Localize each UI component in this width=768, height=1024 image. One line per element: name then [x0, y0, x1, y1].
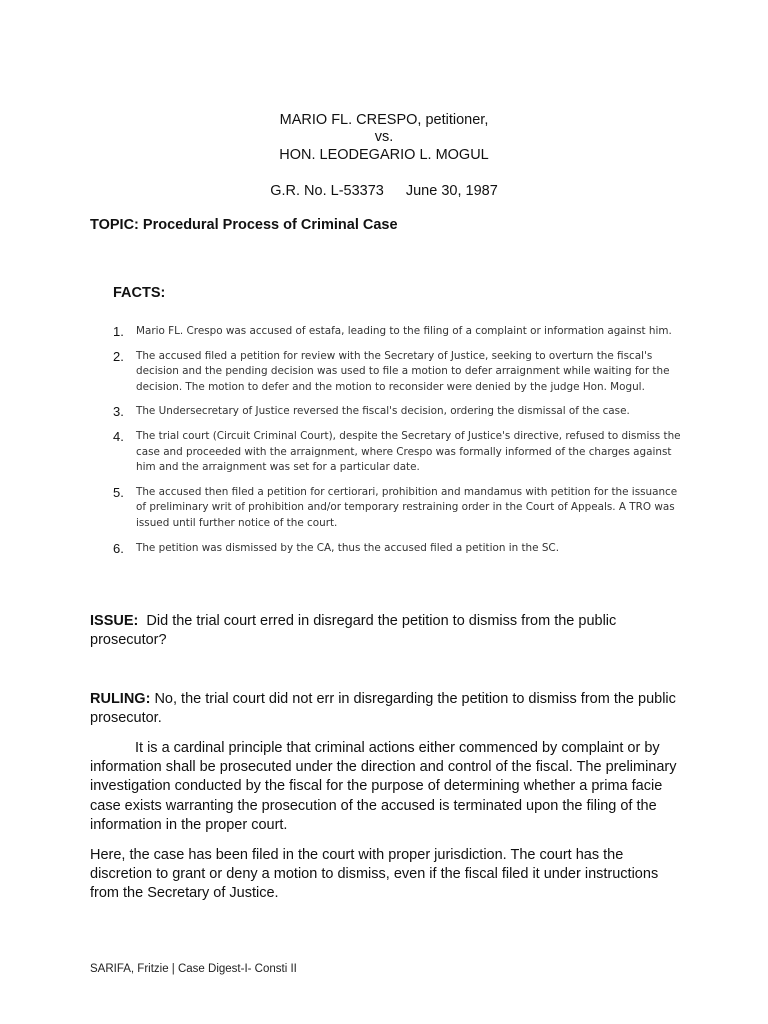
fact-item [113, 324, 683, 340]
page-footer: SARIFA, Fritzie | Case Digest-I- Consti II [90, 963, 297, 975]
fact-text: The accused filed a petition for review with the Secretary of Justice, seeking to overturn the fiscal's decision and the pending decision was used to file a motion to defer arraignment while waiting for the decision. The motion to defer and the motion to reconsider were denied by the judge Hon. Mogul. [136, 349, 670, 393]
fact-item [113, 429, 683, 476]
topic-heading: TOPIC: Procedural Process of Criminal Case [90, 217, 398, 233]
issue-text: Did the trial court erred in disregard the petition to dismiss from the public prosecutor? [90, 613, 617, 649]
case-petitioner: MARIO FL. CRESPO, petitioner, [279, 112, 489, 128]
fact-item [113, 541, 683, 557]
ruling-text: No, the trial court did not err in disregarding the petition to dismiss from the public prosecutor. [90, 691, 676, 727]
fact-text: The petition was dismissed by the CA, thus the accused filed a petition in the SC. [136, 541, 559, 554]
fact-number: 2. [113, 348, 124, 364]
case-number-line [0, 182, 768, 200]
fact-item [113, 349, 683, 396]
fact-text: The Undersecretary of Justice reversed the fiscal's decision, ordering the dismissal of the case. [136, 405, 630, 418]
fact-number: 3. [113, 404, 124, 420]
fact-item [113, 485, 683, 532]
ruling-body-paragraph: It is a cardinal principle that criminal actions either commenced by complaint or by information shall be prosecuted under the direction and control of the fiscal. The preliminary investigation conducted by the fiscal for the purpose of determining whether a prima facie case exists warranting the prosecution of the accused is terminated upon the filing of the information in the proper court. [90, 740, 677, 833]
fact-number: 1. [113, 324, 124, 339]
case-respondent: HON. LEODEGARIO L. MOGUL [279, 147, 489, 163]
ruling-paragraph [90, 690, 680, 728]
fact-text: The trial court (Circuit Criminal Court), despite the Secretary of Justice's directive, refused to dismiss the case and proceeded with the arraignment, where Crespo was formally informed of the charges against him and the arraignment was set for a particular date. [136, 429, 681, 474]
fact-number: 6. [113, 540, 124, 556]
facts-heading: FACTS: [113, 285, 166, 301]
ruling-label: RULING: [90, 691, 151, 707]
fact-text: The accused then filed a petition for certiorari, prohibition and mandamus with petition for the issuance of preliminary writ of prohibition and/or temporary restraining order in the Court of Appeals. A TRO was issued until further notice of the court. [136, 485, 678, 529]
case-date: June 30, 1987 [405, 183, 498, 199]
fact-number: 5. [113, 484, 124, 500]
gr-number: G.R. No. L-53373 [270, 183, 384, 199]
case-versus: vs. [374, 129, 394, 145]
issue-label: ISSUE: [90, 613, 139, 629]
fact-number: 4. [113, 428, 124, 444]
issue-paragraph [90, 612, 680, 650]
ruling-body-paragraph: Here, the case has been filed in the court with proper jurisdiction. The court has the discretion to grant or deny a motion to dismiss, even if the fiscal filed it under instructions from the Secretary of Justice. [90, 847, 659, 902]
fact-item [113, 404, 683, 420]
fact-text: Mario FL. Crespo was accused of estafa, leading to the filing of a complaint or information against him. [136, 325, 672, 337]
facts-list [113, 324, 683, 565]
